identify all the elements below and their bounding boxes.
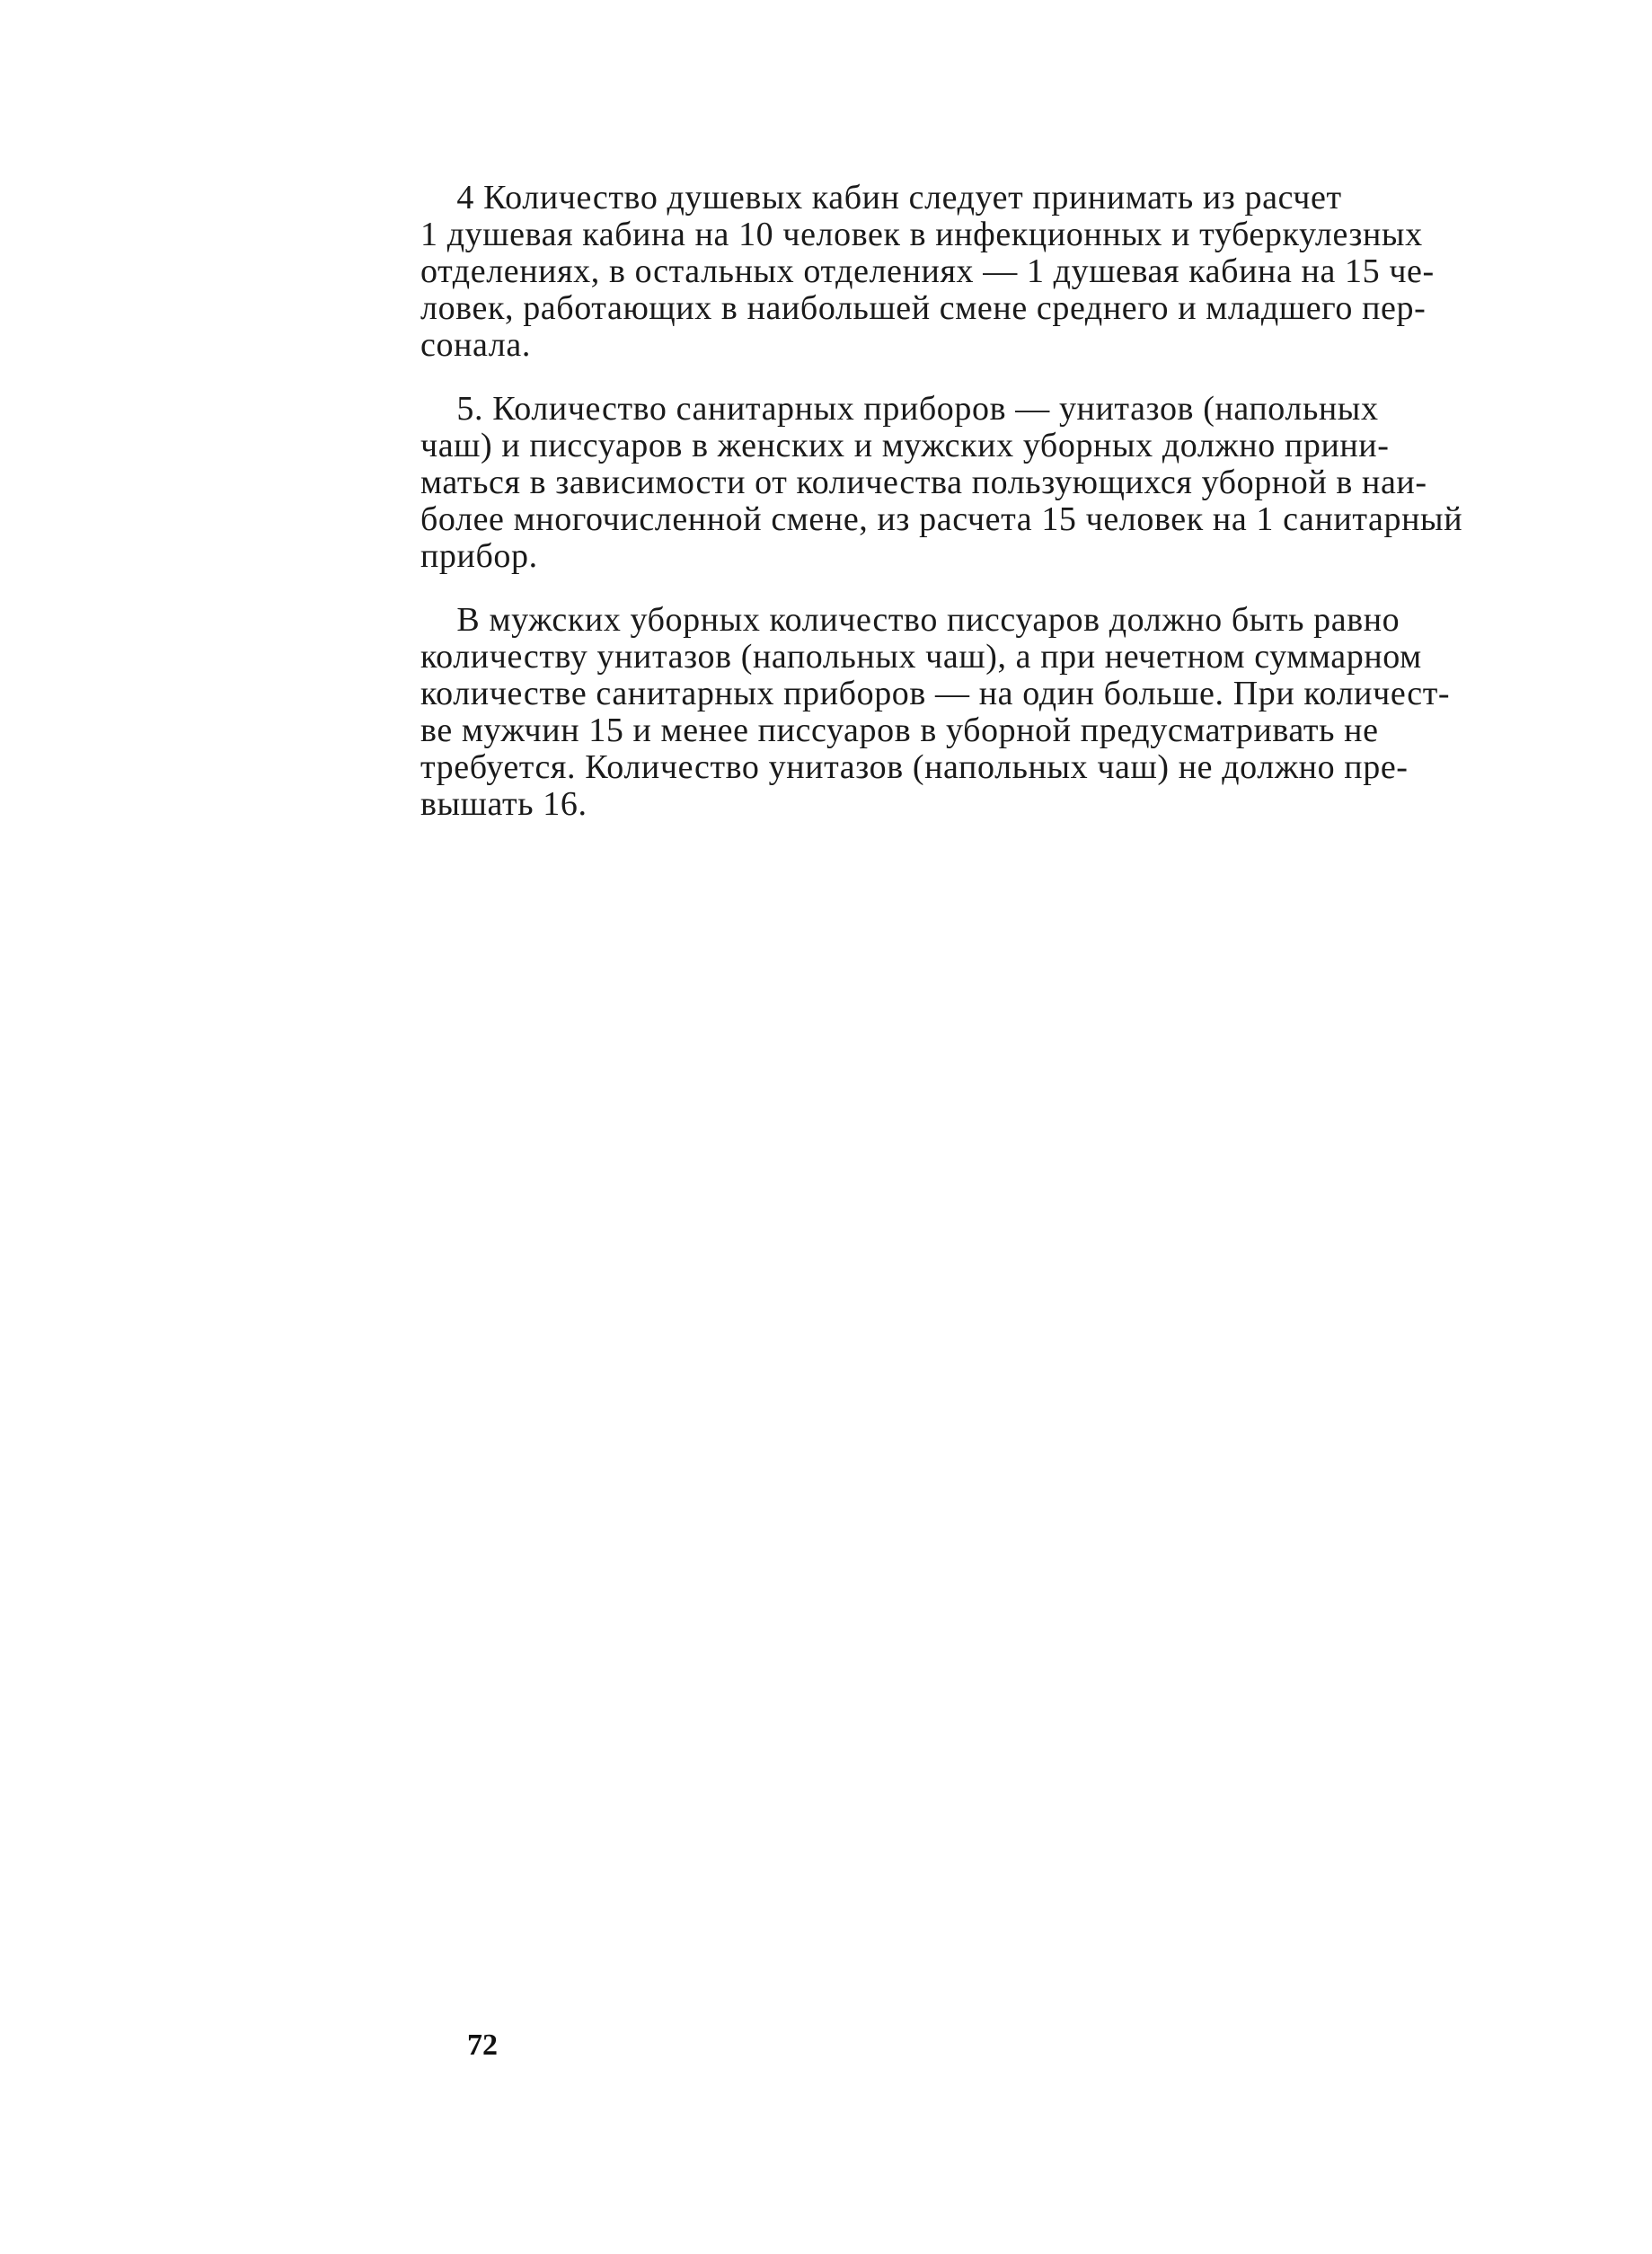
text-line: сонала. [420, 327, 531, 364]
text-line: 5. Количество санитарных приборов — унитазов (напольных [420, 391, 1379, 428]
paragraph-5-sanitary-fixtures [420, 391, 1652, 575]
text-line: маться в зависимости от количества пользующихся уборной в наи- [420, 464, 1427, 501]
paragraph-spacer [420, 364, 1652, 391]
text-line: ловек, работающих в наибольшей смене среднего и младшего пер- [420, 290, 1427, 327]
text-line: требуется. Количество унитазов (напольных чаш) не должно пре- [420, 749, 1409, 786]
text-line: ве мужчин 15 и менее писсуаров в уборной предусматривать не [420, 712, 1379, 749]
text-line: количестве санитарных приборов — на один больше. При количест- [420, 676, 1451, 712]
paragraph-4-shower-cabins [420, 180, 1652, 364]
text-line: количеству унитазов (напольных чаш), а при нечетном суммарном [420, 639, 1422, 676]
text-line: более многочисленной смене, из расчета 15 человек на 1 санитарный [420, 501, 1463, 538]
paragraph-mens-restrooms [420, 602, 1652, 823]
text-line: В мужских уборных количество писсуаров должно быть равно [420, 602, 1400, 639]
text-line: вышать 16. [420, 786, 587, 823]
paragraph-spacer [420, 575, 1652, 602]
text-line: отделениях, в остальных отделениях — 1 душевая кабина на 15 че- [420, 253, 1435, 290]
page-number: 72 [467, 2029, 498, 2062]
text-line: прибор. [420, 538, 538, 575]
body-text [420, 180, 1652, 823]
text-line: 1 душевая кабина на 10 человек в инфекционных и туберкулезных [420, 217, 1423, 253]
text-line: 4 Количество душевых кабин следует принимать из расчет [420, 180, 1342, 217]
text-line: чаш) и писсуаров в женских и мужских уборных должно прини- [420, 428, 1390, 464]
